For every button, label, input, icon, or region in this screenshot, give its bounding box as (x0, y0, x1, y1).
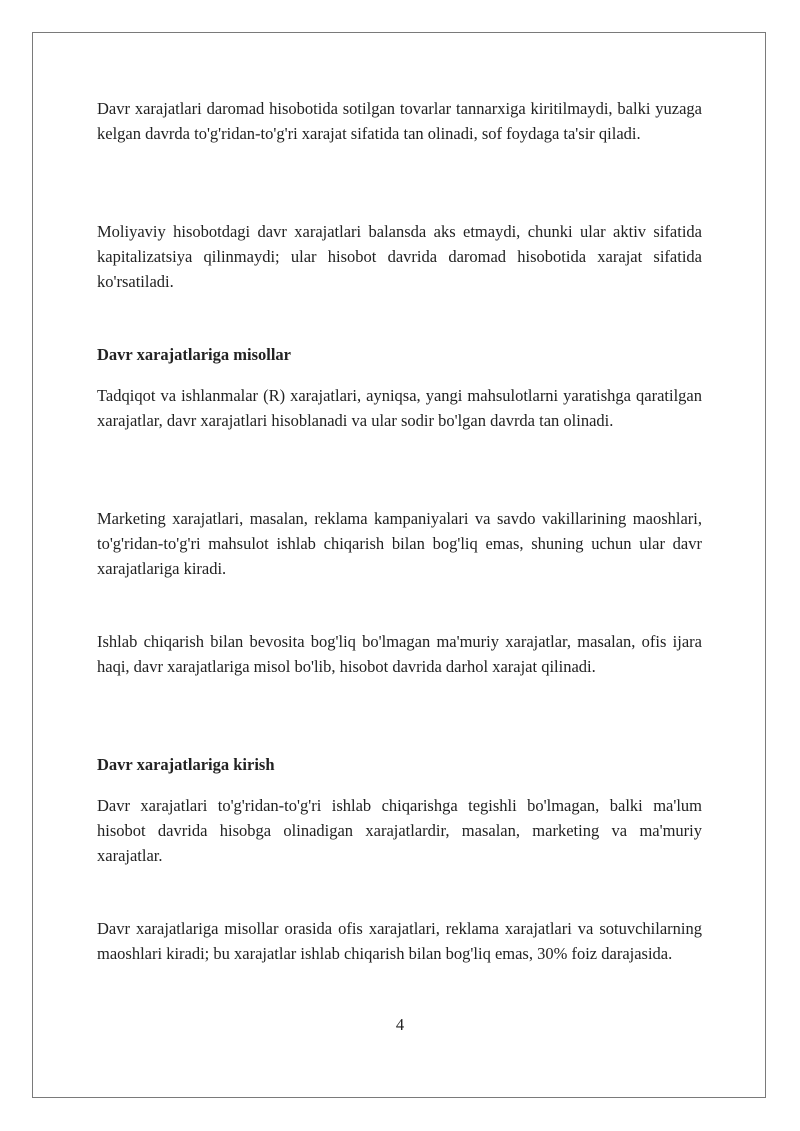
paragraph-period-costs-examples: Davr xarajatlariga misollar orasida ofis xarajatlari, reklama xarajatlari va sotuvchilarning maoshlari kiradi; bu xarajatlar ishlab chiqarish bilan bog'liq emas, 30% foiz darajasida. (97, 919, 702, 963)
paragraph-administrative-costs: Ishlab chiqarish bilan bevosita bog'liq bo'lmagan ma'muriy xarajatlar, masalan, ofis ijara haqi, davr xarajatlariga misol bo'lib, hisobot davrida darhol xarajat qilinadi. (97, 632, 702, 676)
page-number: 4 (395, 1015, 405, 1034)
paragraph-research-development: Tadqiqot va ishlanmalar (R) xarajatlari, ayniqsa, yangi mahsulotlarni yaratishga qaratilgan xarajatlar, davr xarajatlari hisoblanadi va ular sodir bo'lgan davrda tan olinadi. (97, 386, 702, 430)
section-heading-examples: Davr xarajatlariga misollar (97, 345, 291, 364)
paragraph-period-costs-income-statement: Davr xarajatlari daromad hisobotida sotilgan tovarlar tannarxiga kiritilmaydi, balki yuzaga kelgan davrda to'g'ridan-to'g'ri xarajat sifatida tan olinadi, sof foydaga ta'sir qiladi. (97, 99, 702, 143)
section-heading-introduction: Davr xarajatlariga kirish (97, 755, 275, 774)
paragraph-marketing-costs: Marketing xarajatlari, masalan, reklama kampaniyalari va savdo vakillarining maoshlari, to'g'ridan-to'g'ri mahsulot ishlab chiqarish bilan bog'liq emas, shuning uchun ular davr xarajatlariga kiradi. (97, 509, 702, 578)
paragraph-period-costs-definition: Davr xarajatlari to'g'ridan-to'g'ri ishlab chiqarishga tegishli bo'lmagan, balki ma'lum hisobot davrida hisobga olinadigan xarajatlardir, masalan, marketing va ma'muriy xarajatlar. (97, 796, 702, 865)
paragraph-period-costs-balance-sheet: Moliyaviy hisobotdagi davr xarajatlari balansda aks etmaydi, chunki ular aktiv sifatida kapitalizatsiya qilinmaydi; ular hisobot davrida daromad hisobotida xarajat sifatida ko'rsatiladi. (97, 222, 702, 291)
